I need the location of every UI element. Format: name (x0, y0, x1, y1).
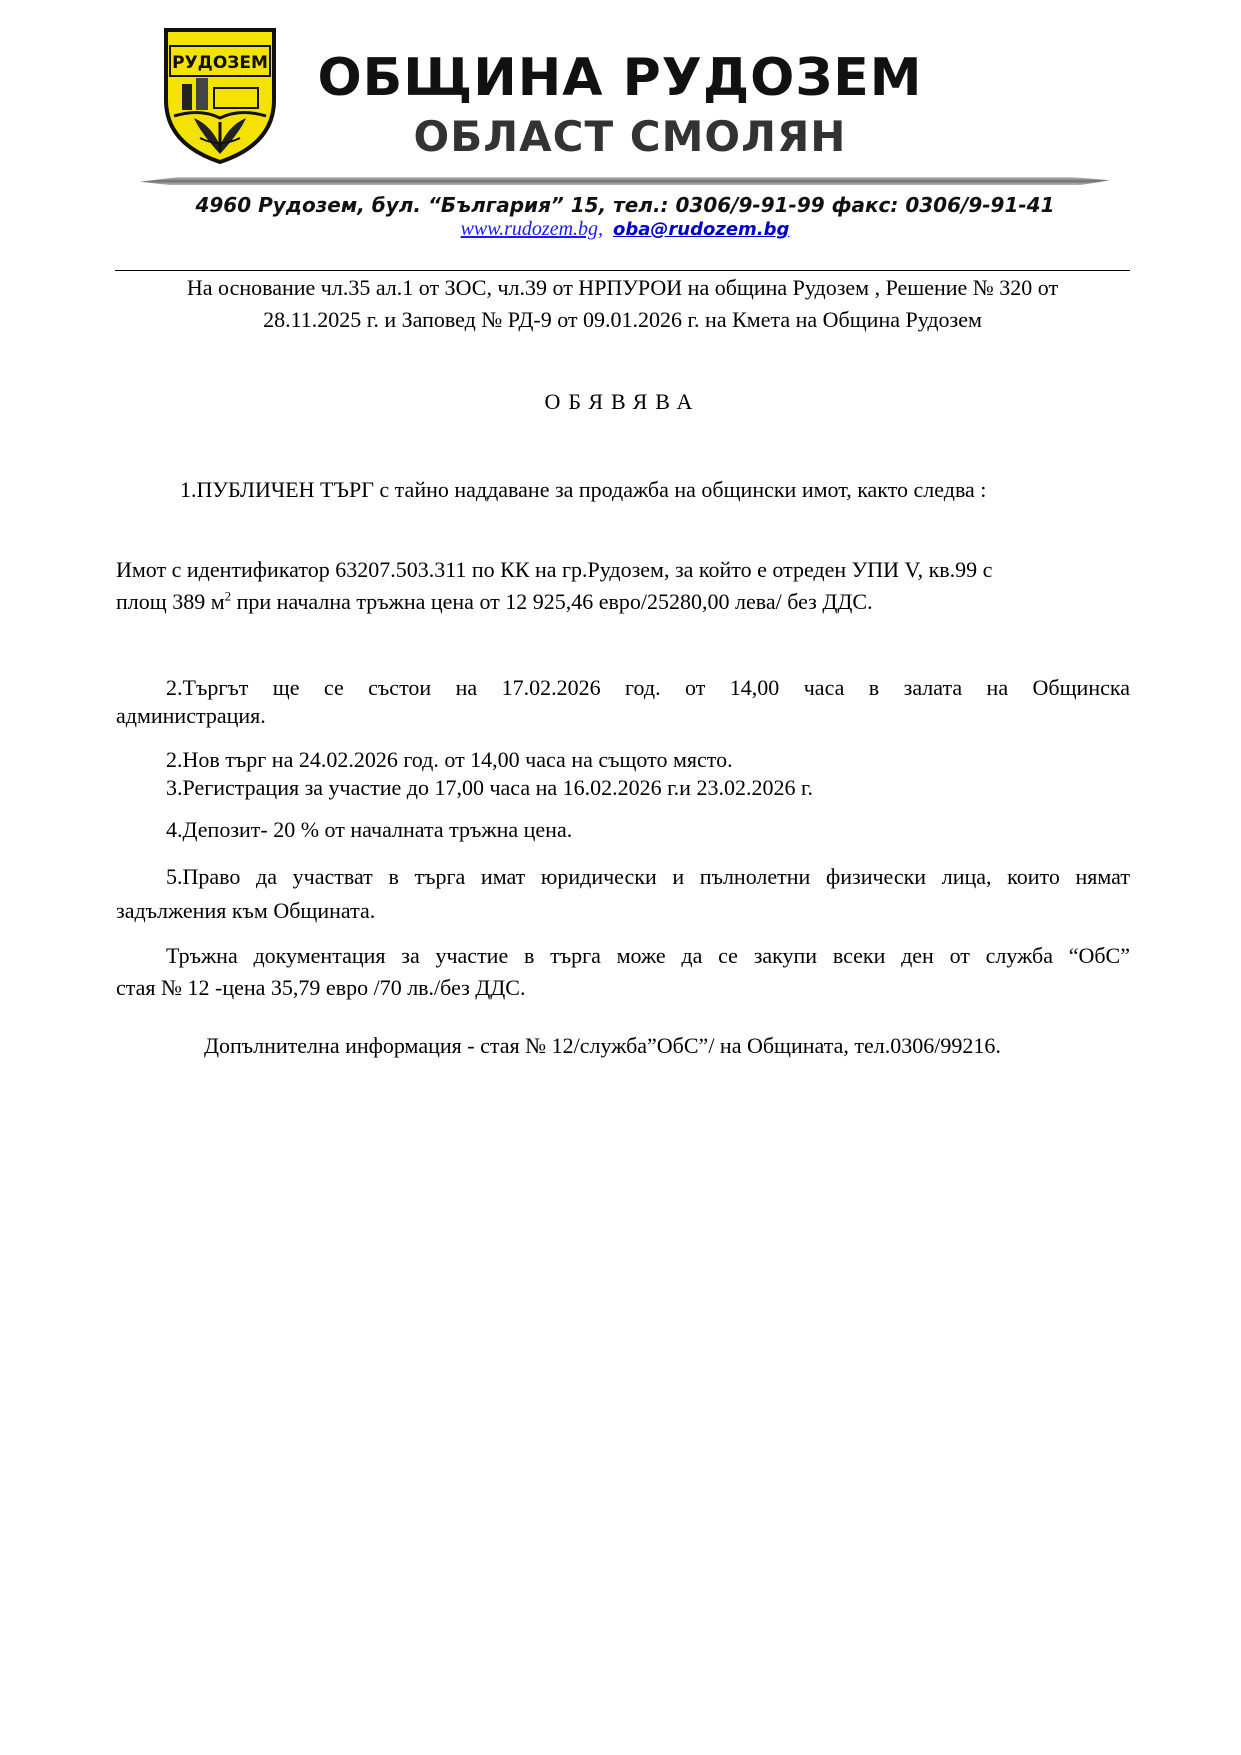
logo-text: РУДОЗЕМ (172, 53, 268, 73)
property-line-1: Имот с идентификатор 63207.503.311 по КК на гр.Рудозем, за който е отреден УПИ V, кв.99 с (116, 557, 993, 582)
announce-heading: ОБЯВЯВА (544, 389, 701, 414)
property-price: при начална тръжна цена от 12 925,46 евро/25280,00 лева/ без ДДС. (231, 589, 873, 614)
registration-paragraph: 3.Регистрация за участие до 17,00 часа на 16.02.2026 г.и 23.02.2026 г. (166, 775, 814, 800)
auction-date-line-2: администрация. (116, 703, 266, 728)
documentation-paragraph (116, 940, 1130, 1004)
header-divider (140, 177, 1110, 185)
region-subtitle: ОБЛАСТ СМОЛЯН (413, 112, 847, 161)
legal-basis-paragraph (115, 272, 1130, 336)
property-area: площ 389 м (116, 589, 225, 614)
property-line-2 (116, 586, 1130, 618)
eligibility-paragraph (116, 860, 1130, 928)
municipality-coat-of-arms (160, 22, 280, 166)
website-link[interactable]: www.rudozem.bg, (460, 218, 604, 240)
eligibility-line-2: задължения към Общината. (116, 898, 376, 923)
new-auction-paragraph: 2.Нов търг на 24.02.2026 год. от 14,00 часа на същото място. (166, 747, 733, 772)
intro-line-2: 28.11.2025 г. и Заповед № РД-9 от 09.01.2026 г. на Кмета на Община Рудозем (263, 307, 982, 332)
auction-item-1: 1.ПУБЛИЧЕН ТЪРГ с тайно наддаване за продажба на общински имот, както следва : (180, 477, 987, 502)
body-divider (115, 270, 1130, 271)
eligibility-line-1: 5.Право да участват в търга имат юридически и пълнолетни физически лица, които нямат (166, 864, 1130, 889)
deposit-paragraph: 4.Депозит- 20 % от началната тръжна цена. (166, 817, 573, 842)
documentation-line-1: Тръжна документация за участие в търга може да се закупи всеки ден от служба “ОбС” (166, 943, 1130, 968)
email-link[interactable]: oba@rudozem.bg (613, 219, 790, 240)
area-superscript: 2 (224, 588, 232, 604)
intro-line-1: На основание чл.35 ал.1 от ЗОС, чл.39 от НРПУРОИ на община Рудозем , Решение № 320 от (186, 275, 1059, 300)
contact-address: 4960 Рудозем, бул. “България” 15, тел.: 0306/9-91-99 факс: 0306/9-91-41 (195, 193, 1055, 217)
documentation-line-2: стая № 12 -цена 35,79 евро /70 лв./без ДДС. (116, 975, 526, 1000)
auction-date-line-1: 2.Търгът ще се състои на 17.02.2026 год. от 14,00 часа в залата на Общинска (166, 675, 1130, 700)
additional-info-paragraph: Допълнителна информация - стая № 12/служба”ОбС”/ на Общината, тел.0306/99216. (204, 1033, 1001, 1058)
municipality-title: ОБЩИНА РУДОЗЕМ (317, 48, 923, 108)
property-description (116, 554, 1130, 618)
auction-date-paragraph (116, 674, 1130, 730)
contact-links (140, 218, 1110, 241)
